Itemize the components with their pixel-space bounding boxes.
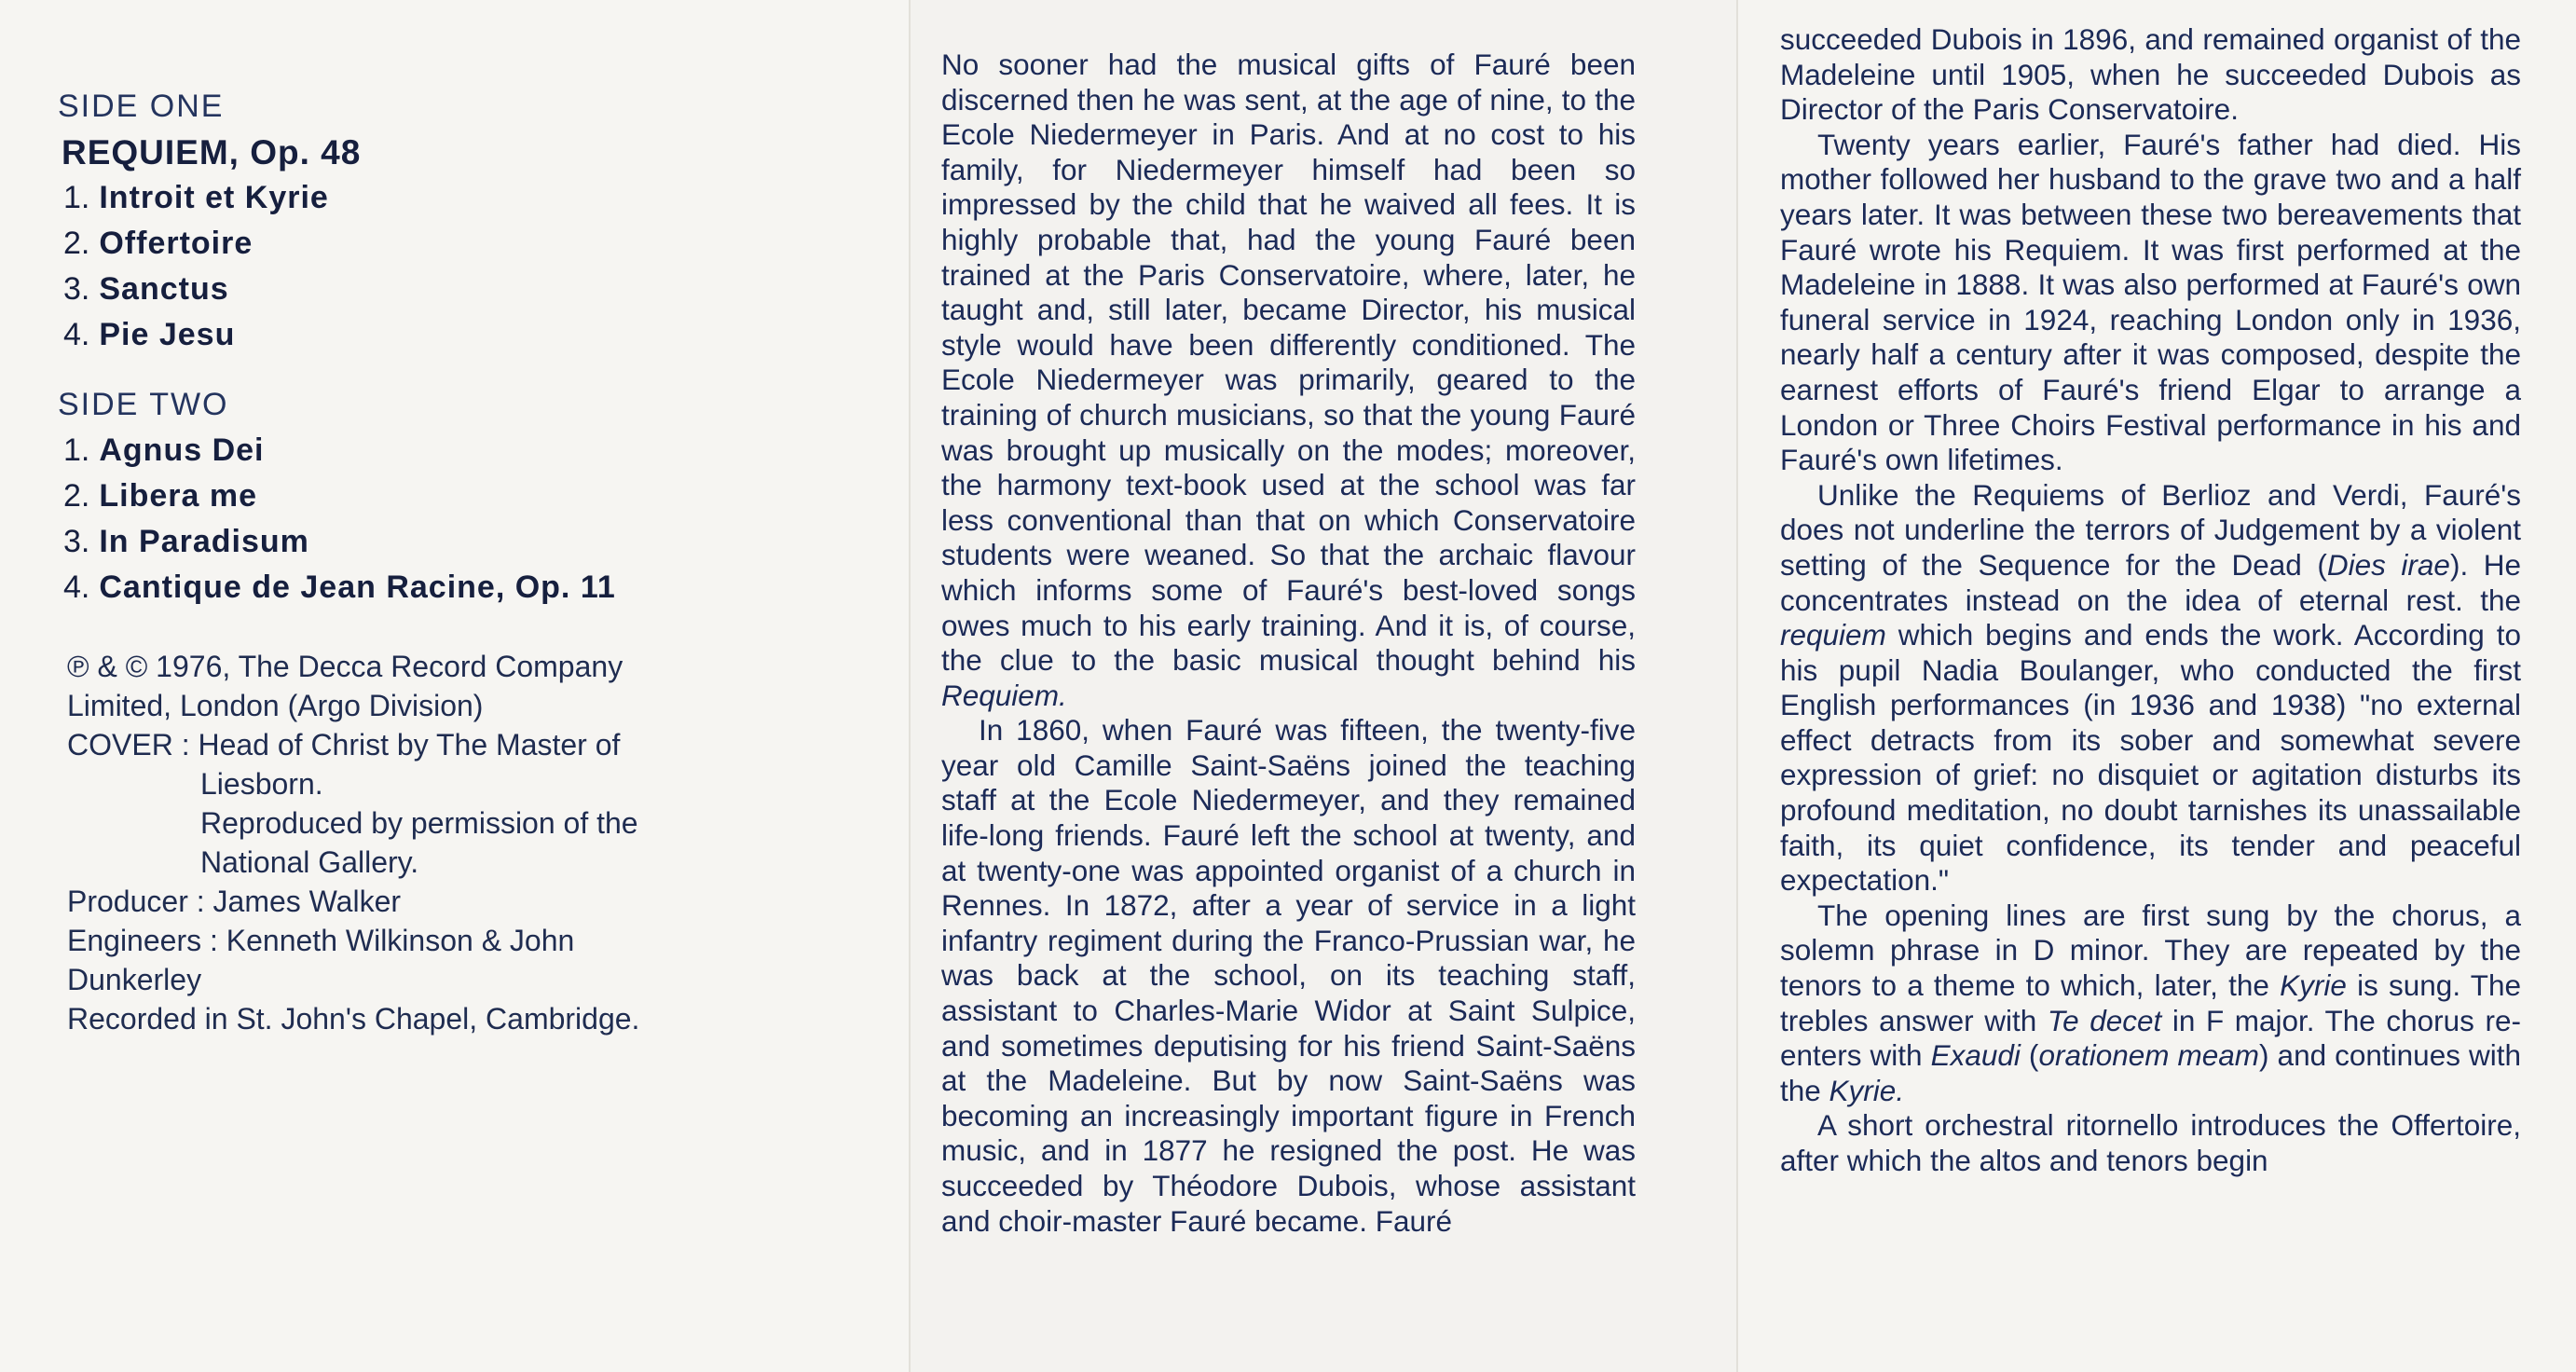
work-title: REQUIEM, Op. 48 xyxy=(62,133,362,172)
track-item xyxy=(63,428,859,473)
copyright-line: Limited, London (Argo Division) xyxy=(67,689,484,722)
side-two-heading: SIDE TWO xyxy=(58,387,229,422)
track-item xyxy=(63,221,859,267)
track-title: In Paradisum xyxy=(99,524,309,559)
copyright-line: ℗ & © 1976, The Decca Record Company xyxy=(67,650,623,683)
paragraph: The opening lines are first sung by the chorus, a solemn phrase in D minor. They are repeated by the tenors to a theme to which, later, the Kyrie is sung. The trebles answer with Te decet in F major. The chorus re-enters with Exaudi (orationem meam) and continues with the Kyrie. xyxy=(1780,898,2521,1107)
track-title: Offertoire xyxy=(99,226,253,261)
emphasis: Exaudi xyxy=(1930,1038,2021,1073)
cover-credit: National Gallery. xyxy=(200,845,419,879)
track-number: 3. xyxy=(63,524,90,559)
cover-credit: COVER : Head of Christ by The Master of xyxy=(67,728,621,761)
track-title: Introit et Kyrie xyxy=(99,180,329,215)
track-number: 1. xyxy=(63,432,90,468)
track-title: Sanctus xyxy=(99,271,229,307)
track-item xyxy=(63,175,859,221)
track-number: 2. xyxy=(63,226,90,261)
cover-credit: Liesborn. xyxy=(200,767,323,801)
paragraph: Unlike the Requiems of Berlioz and Verdi, Fauré's does not underline the terrors of Judgement by a violent setting of the Sequence for the Dead (Dies irae). He concentrates instead on the idea of eternal rest. the requiem which begins and ends the work. According to his pupil Nadia Boulanger, who conducted the first English performances (in 1936 and 1938) "no external effect detracts from its sober and somewhat severe expression of grief: no disquiet or agitation disturbs its profound meditation, no doubt tarnishes its unassailable faith, its quiet confidence, its tender and peaceful expectation." xyxy=(1780,477,2521,898)
side-one-heading: SIDE ONE xyxy=(58,89,225,124)
paragraph: Twenty years earlier, Fauré's father had died. His mother followed her husband to the grave two and a half years later. It was between these two bereavements that Fauré wrote his Requiem. It was first performed at the Madeleine in 1888. It was also performed at Fauré's own funeral service in 1924, reaching London only in 1936, nearly half a century after it was composed, despite the earnest efforts of Fauré's friend Elgar to arrange a London or Three Choirs Festival performance in his and Fauré's own lifetimes. xyxy=(1780,127,2521,477)
track-number: 4. xyxy=(63,569,90,605)
emphasis: Kyrie xyxy=(2280,968,2347,1003)
track-item xyxy=(63,519,859,565)
track-item xyxy=(63,473,859,519)
emphasis: orationem meam xyxy=(2038,1038,2260,1073)
track-title: Agnus Dei xyxy=(99,432,265,468)
paragraph: A short orchestral ritornello introduces the Offertoire, after which the altos and tenors begin xyxy=(1780,1108,2521,1177)
emphasis: Requiem. xyxy=(941,678,1067,712)
emphasis: Kyrie. xyxy=(1829,1073,1905,1107)
liner-notes-right xyxy=(1780,22,2521,1179)
track-title: Pie Jesu xyxy=(99,317,236,352)
emphasis: Dies irae xyxy=(2326,547,2450,582)
cover-credit: Reproduced by permission of the xyxy=(200,806,638,840)
tracklist xyxy=(58,84,859,611)
track-item xyxy=(63,312,859,358)
paragraph: succeeded Dubois in 1896, and remained organist of the Madeleine until 1905, when he succeeded Dubois as Director of the Paris Conservatoire. xyxy=(1780,22,2521,127)
engineers-credit: Dunkerley xyxy=(67,963,202,996)
track-number: 1. xyxy=(63,180,90,215)
paragraph: No sooner had the musical gifts of Fauré been discerned then he was sent, at the age of nine, to the Ecole Niedermeyer in Paris. And at no cost to his family, for Niedermeyer himself had been so impressed by the child that he waived all fees. It is highly probable that, had the young Fauré been trained at the Paris Conservatoire, where, later, he taught and, still later, became Director, his musical style would have been differently conditioned. The Ecole Niedermeyer was primarily, geared to the training of church musicians, so that the young Fauré was brought up musically on the modes; moreover, the harmony text-book used at the school was far less conventional than that on which Conservatoire students were weaned. So that the archaic flavour which informs some of Fauré's best-loved songs owes much to his early training. And it is, of course, the clue to the basic musical thought behind his Requiem. xyxy=(941,48,1636,712)
track-title: Cantique de Jean Racine, Op. 11 xyxy=(99,569,616,605)
emphasis: requiem xyxy=(1780,618,1886,652)
producer-credit: Producer : James Walker xyxy=(67,885,402,918)
emphasis: Te decet xyxy=(2047,1003,2162,1037)
track-title: Libera me xyxy=(99,478,257,514)
track-item xyxy=(63,565,859,611)
track-number: 3. xyxy=(63,271,90,307)
recording-location: Recorded in St. John's Chapel, Cambridge. xyxy=(67,1002,640,1036)
engineers-credit: Engineers : Kenneth Wilkinson & John xyxy=(67,924,575,957)
credits xyxy=(67,647,850,1038)
liner-notes-middle xyxy=(941,48,1636,1239)
paragraph: In 1860, when Fauré was fifteen, the twenty-five year old Camille Saint-Saëns joined the teaching staff at the Ecole Niedermeyer, and they remained life-long friends. Fauré left the school at twenty, and at twenty-one was appointed organist of a church in Rennes. In 1872, after a year of service in a light infantry regiment during the Franco-Prussian war, he was back at the school, on its teaching staff, assistant to Charles-Marie Widor at Saint Sulpice, and sometimes deputising for his friend Saint-Saëns at the Madeleine. But by now Saint-Saëns was becoming an increasingly important figure in French music, and in 1877 he resigned the post. He was succeeded by Théodore Dubois, whose assistant and choir-master Fauré became. Fauré xyxy=(941,713,1636,1238)
track-number: 4. xyxy=(63,317,90,352)
track-number: 2. xyxy=(63,478,90,514)
track-item xyxy=(63,267,859,312)
left-panel xyxy=(0,0,909,1372)
